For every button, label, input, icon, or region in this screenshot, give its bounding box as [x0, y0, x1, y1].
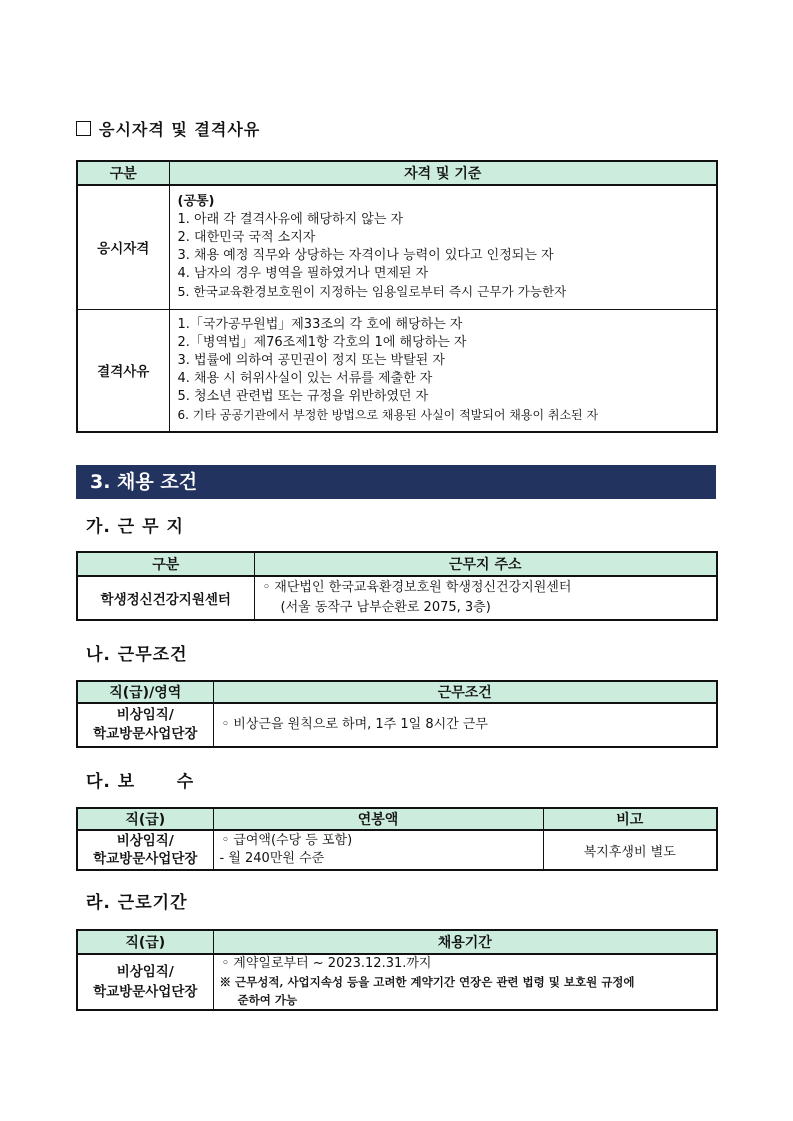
row-content	[169, 185, 717, 309]
table-header: 직(급)	[77, 808, 213, 830]
list-item: 1.「국가공무원법」제33조의 각 호에 해당하는 자	[177, 317, 463, 333]
workplace-table	[76, 551, 718, 621]
list-item: (공통)	[177, 194, 215, 210]
table-header: 구분	[77, 161, 169, 185]
list-item: 3. 채용 예정 직무와 상당하는 자격이나 능력이 있다고 인정되는 자	[177, 248, 554, 264]
section-title-qualifications	[76, 117, 260, 140]
subheading-salary: 다. 보 수	[86, 772, 195, 792]
list-item: 3. 법률에 의하여 공민권이 정지 또는 박탈된 자	[177, 353, 445, 369]
salary-line: - 월 240만원 수준	[219, 851, 325, 866]
row-content	[213, 830, 543, 870]
table-header: 근무조건	[213, 681, 717, 703]
qualifications-table	[76, 160, 718, 433]
row-label: 응시자격	[77, 185, 169, 309]
period-line: ◦ 계약일로부터 ~ 2023.12.31.까지	[221, 956, 432, 971]
row-label: 결격사유	[77, 309, 169, 432]
period-note: ※ 근무성적, 사업지속성 등을 고려한 계약기간 연장은 관련 법령 및 보호원 규정에	[219, 975, 635, 989]
row-label	[77, 703, 213, 747]
label-line: 비상임직/	[116, 707, 174, 723]
list-item: 1. 아래 각 결격사유에 해당하지 않는 자	[177, 212, 404, 228]
row-content	[169, 309, 717, 432]
table-row	[77, 703, 717, 747]
checkbox-icon	[76, 121, 91, 136]
row-label	[77, 830, 213, 870]
period-table	[76, 929, 718, 1011]
row-label: 학생정신건강지원센터	[77, 576, 254, 620]
table-header: 구분	[77, 552, 254, 576]
label-line: 학교방문사업단장	[93, 984, 198, 1000]
label-line: 학교방문사업단장	[93, 726, 198, 742]
list-item: 5. 청소년 관련법 또는 규정을 위반하였던 자	[177, 389, 429, 405]
table-row	[77, 185, 717, 309]
remark-cell: 복지후생비 별도	[543, 830, 717, 870]
period-note: 준하여 가능	[237, 993, 298, 1007]
salary-line: ◦ 급여액(수당 등 포함)	[221, 833, 353, 848]
list-item: 4. 남자의 경우 병역을 필하였거나 면제된 자	[177, 266, 429, 282]
section-bar: 3. 채용 조건	[76, 465, 716, 499]
salary-table	[76, 807, 718, 871]
table-row	[77, 954, 717, 1010]
address-line: ◦ 재단법인 한국교육환경보호원 학생정신건강지원센터	[262, 580, 572, 595]
table-header: 비고	[543, 808, 717, 830]
address-line: (서울 동작구 남부순환로 2075, 3층)	[280, 600, 491, 615]
table-header: 직(급)/영역	[77, 681, 213, 703]
table-header: 채용기간	[213, 930, 717, 954]
table-row	[77, 830, 717, 870]
list-item: 4. 채용 시 허위사실이 있는 서류를 제출한 자	[177, 371, 433, 387]
conditions-table	[76, 680, 718, 748]
label-line: 비상임직/	[116, 964, 174, 980]
list-item: 2. 대한민국 국적 소지자	[177, 230, 316, 246]
subheading-period: 라. 근로기간	[86, 893, 188, 913]
section-title-text: 응시자격 및 결격사유	[99, 120, 261, 139]
label-line: 비상임직/	[116, 833, 174, 849]
table-row	[77, 576, 717, 620]
subheading-workplace: 가. 근 무 지	[86, 517, 184, 537]
condition-text: ◦ 비상근을 원칙으로 하며, 1주 1일 8시간 근무	[221, 717, 488, 732]
label-line: 학교방문사업단장	[93, 851, 198, 867]
table-header: 연봉액	[213, 808, 543, 830]
table-header: 자격 및 기준	[169, 161, 717, 185]
list-item: 6. 기타 공공기관에서 부정한 방법으로 채용된 사실이 적발되어 채용이 취소된 자	[177, 408, 599, 423]
row-label	[77, 954, 213, 1010]
subheading-conditions: 나. 근무조건	[86, 645, 188, 665]
table-row	[77, 309, 717, 432]
list-item: 2.「병역법」제76조제1항 각호의 1에 해당하는 자	[177, 335, 467, 351]
list-item: 5. 한국교육환경보호원이 지정하는 임용일로부터 즉시 근무가 가능한자	[177, 284, 567, 300]
table-header: 직(급)	[77, 930, 213, 954]
row-content	[213, 703, 717, 747]
table-header: 근무지 주소	[254, 552, 717, 576]
row-content	[254, 576, 717, 620]
row-content	[213, 954, 717, 1010]
